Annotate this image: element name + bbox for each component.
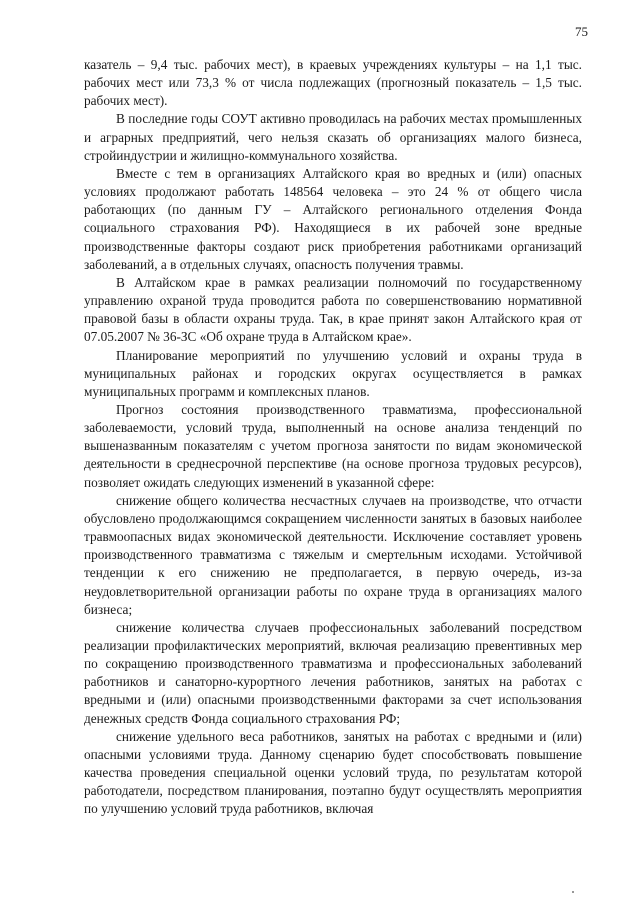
paragraph-3: Вместе с тем в организациях Алтайского края во вредных и (или) опасных условиях продолжают работать 148564 человека – это 24 % от общего числа работающих (по данным ГУ – Алтайского регионального отделения Фонда социального страхования РФ). Находящиеся в их рабочей зоне вредные производственные факторы создают риск приобретения работниками организаций заболеваний, а в отдельных случаях, опасность получения травмы.	[84, 165, 582, 272]
paragraph-1: казатель – 9,4 тыс. рабочих мест), в краевых учреждениях культуры – на 1,1 тыс. рабочих мест или 73,3 % от числа подлежащих (прогнозный показатель – 1,5 тыс. рабочих мест).	[84, 57, 582, 109]
scan-speck	[572, 891, 574, 893]
paragraph-6: Прогноз состояния производственного травматизма, профессиональной заболеваемости, условий труда, выполненный на основе анализа тенденций по вышеназванным показателям с учетом прогноза занятости по видам экономической деятельности в среднесрочной перспективе (на основе прогноза трудовых ресурсов), позволяет ожидать следующих изменений в указанной сфере:	[84, 401, 582, 490]
list-item-3: снижение удельного веса работников, занятых на работах с вредными и (или) опасными условиями труда. Данному сценарию будет способствовать повышение качества проведения специальной оценки условий труда, по результатам которой работодатели, посредством планирования, поэтапно будут осуществлять мероприятия по улучшению условий труда работников, включая	[84, 728, 582, 817]
list-item-2: снижение количества случаев профессиональных заболеваний посредством реализации профилактических мероприятий, включая реализацию превентивных мер по сокращению производственного травматизма и профессиональных заболеваний работников и санаторно-курортного лечения работников, занятых на работах с вредными и (или) опасными производственными факторами за счет использования денежных средств Фонда социального страхования РФ;	[84, 619, 582, 726]
page-number: 75	[575, 24, 588, 39]
paragraph-2: В последние годы СОУТ активно проводилась на рабочих местах промышленных и аграрных предприятий, чего нельзя сказать об организациях малого бизнеса, стройиндустрии и жилищно-коммунального хозяйства.	[84, 111, 582, 163]
list-item-1: снижение общего количества несчастных случаев на производстве, что отчасти обусловлено продолжающимся сокращением численности занятых в базовых наиболее травмоопасных видах экономической деятельности. Исключение составляет уровень производственного травматизма с тяжелым и смертельным исходами. Устойчивой тенденции к его снижению не предполагается, в первую очередь, из-за неудовлетворительной организации работы по охране труда в организациях малого бизнеса;	[84, 492, 582, 617]
paragraph-5: Планирование мероприятий по улучшению условий и охраны труда в муниципальных районах и городских округах осуществляется в рамках муниципальных программ и комплексных планов.	[84, 347, 582, 399]
paragraph-4: В Алтайском крае в рамках реализации полномочий по государственному управлению охраной труда проводится работа по совершенствованию нормативной правовой базы в области охраны труда. Так, в крае принят закон Алтайского края от 07.05.2007 № 36-ЗС «Об охране труда в Алтайском крае».	[84, 274, 582, 345]
body-text	[84, 56, 582, 819]
